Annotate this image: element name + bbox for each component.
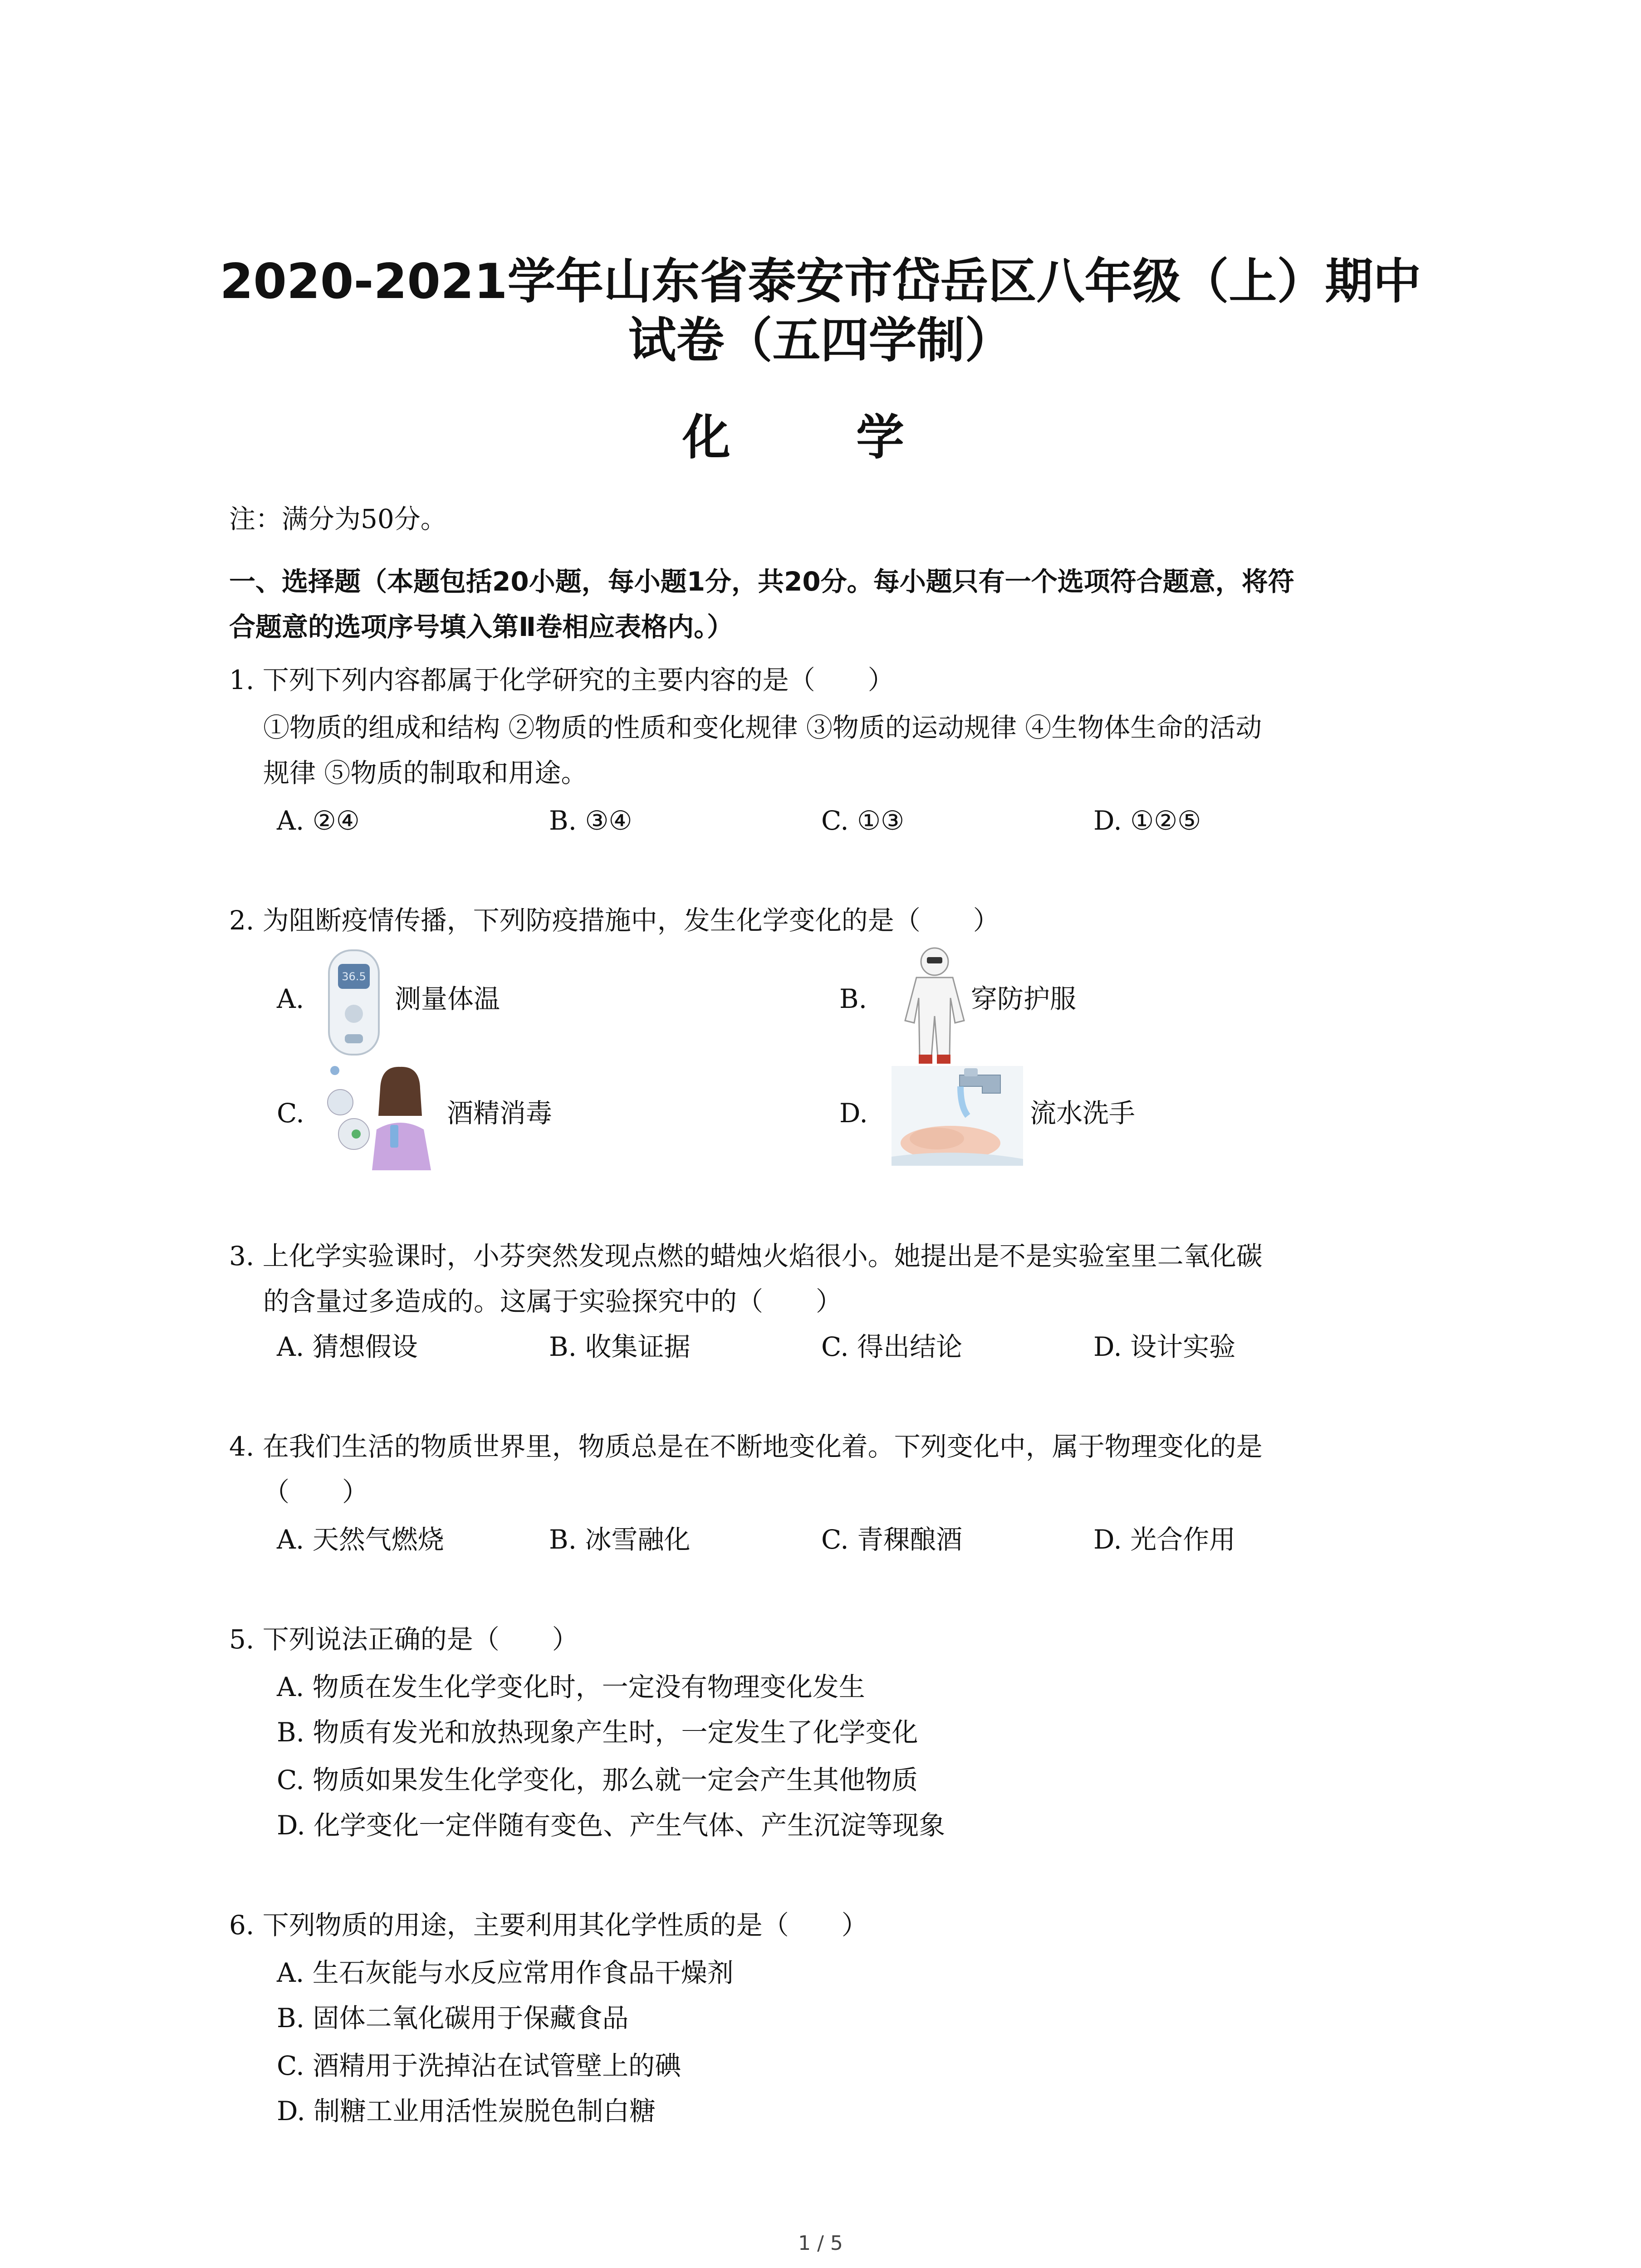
q3-option-b: B. 收集证据 — [549, 1331, 691, 1362]
q1-option-d: D. ①②⑤ — [1093, 805, 1201, 836]
q5-option-b: B. 物质有发光和放热现象产生时，一定发生了化学变化 — [277, 1717, 918, 1748]
score-note: 注：满分为50分。 — [229, 503, 447, 534]
page-title-line1: 2020-2021学年山东省泰安市岱岳区八年级（上）期中 — [220, 254, 1421, 309]
q2-option-a-text: 测量体温 — [395, 983, 500, 1014]
q1-sub-line2: 规律 ⑤物质的制取和用途。 — [263, 758, 588, 788]
q6-option-a: A. 生石灰能与水反应常用作食品干燥剂 — [277, 1957, 734, 1988]
section1-instruction-line1: 一、选择题（本题包括20小题，每小题1分，共20分。每小题只有一个选项符合题意，将符 — [229, 566, 1294, 597]
q3-stem-line2: 的含量过多造成的。这属于实验探究中的（ ） — [263, 1286, 843, 1317]
q4-option-b: B. 冰雪融化 — [549, 1524, 691, 1555]
q1-option-c: C. ①③ — [821, 805, 905, 836]
q3-option-d: D. 设计实验 — [1093, 1331, 1236, 1362]
svg-text:36.5: 36.5 — [342, 970, 366, 983]
protective-suit-icon — [896, 943, 973, 1070]
q1-option-a: A. ②④ — [277, 805, 360, 836]
q3-option-a: A. 猜想假设 — [277, 1331, 418, 1362]
page-title-line2: 试卷（五四学制） — [628, 313, 1013, 368]
q6-option-d: D. 制糖工业用活性炭脱色制白糖 — [277, 2096, 656, 2126]
q1-option-b: B. ③④ — [549, 805, 632, 836]
q4-option-d: D. 光合作用 — [1093, 1524, 1236, 1555]
disinfect-spray-icon — [322, 1061, 436, 1170]
q5-stem: 5. 下列说法正确的是（ ） — [229, 1624, 578, 1655]
q5-option-c: C. 物质如果发生化学变化，那么就一定会产生其他物质 — [277, 1765, 918, 1795]
q6-option-c: C. 酒精用于洗掉沾在试管壁上的碘 — [277, 2050, 681, 2081]
thermometer-icon — [320, 946, 388, 1059]
q4-stem-line2: （ ） — [263, 1476, 369, 1507]
q2-option-c-text: 酒精消毒 — [447, 1098, 553, 1129]
q1-sub-line1: ①物质的组成和结构 ②物质的性质和变化规律 ③物质的运动规律 ④生物体生命的活动 — [263, 712, 1262, 743]
q6-option-b: B. 固体二氧化碳用于保藏食品 — [277, 2003, 629, 2033]
faucet-handwash-icon — [892, 1066, 1023, 1166]
page-number: 1 / 5 — [798, 2232, 843, 2255]
q2-option-d-text: 流水洗手 — [1030, 1098, 1136, 1129]
q1-stem: 1. 下列下列内容都属于化学研究的主要内容的是（ ） — [229, 665, 894, 695]
q2-stem: 2. 为阻断疫情传播，下列防疫措施中，发生化学变化的是（ ） — [229, 905, 999, 936]
q2-option-c-letter: C. — [277, 1098, 304, 1129]
q4-option-a: A. 天然气燃烧 — [277, 1524, 444, 1555]
subject-heading: 化 学 — [682, 410, 959, 465]
q2-option-b-letter: B. — [839, 983, 867, 1014]
q5-option-a: A. 物质在发生化学变化时，一定没有物理变化发生 — [277, 1672, 865, 1702]
section1-instruction-line2: 合题意的选项序号填入第Ⅱ卷相应表格内。） — [229, 611, 734, 642]
q6-stem: 6. 下列物质的用途，主要利用其化学性质的是（ ） — [229, 1910, 868, 1941]
q2-option-b-text: 穿防护服 — [971, 983, 1077, 1014]
q4-option-c: C. 青稞酿酒 — [821, 1524, 963, 1555]
q3-stem-line1: 3. 上化学实验课时，小芬突然发现点燃的蜡烛火焰很小。她提出是不是实验室里二氧化碳 — [229, 1241, 1263, 1271]
q4-stem-line1: 4. 在我们生活的物质世界里，物质总是在不断地变化着。下列变化中，属于物理变化的是 — [229, 1431, 1263, 1462]
q2-option-d-letter: D. — [839, 1098, 868, 1129]
q2-option-a-letter: A. — [277, 983, 304, 1014]
q5-option-d: D. 化学变化一定伴随有变色、产生气体、产生沉淀等现象 — [277, 1810, 945, 1841]
q3-option-c: C. 得出结论 — [821, 1331, 963, 1362]
